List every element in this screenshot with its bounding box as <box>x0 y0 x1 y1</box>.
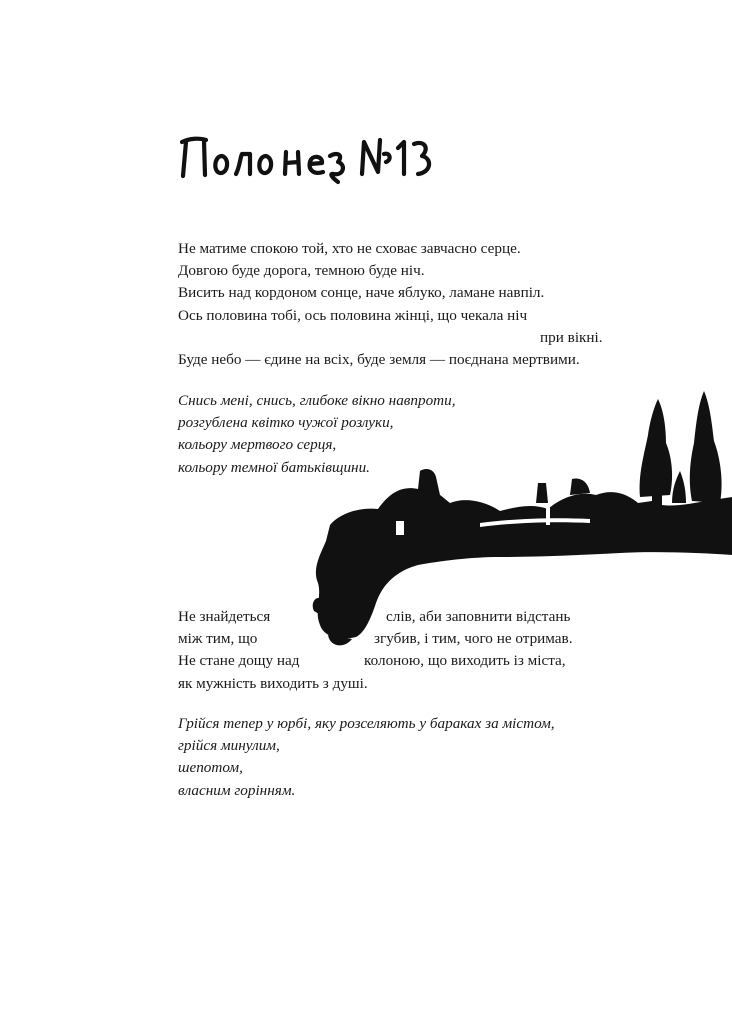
stanza-1-line-2: Довгою буде дорога, темною буде ніч. <box>178 262 425 280</box>
handwritten-title-lettering <box>178 126 438 196</box>
stanza-2-line-4: кольору темної батьківщини. <box>178 458 370 476</box>
stanza-2-line-2: розгублена квітко чужої розлуки, <box>178 414 394 432</box>
ink-skyline-illustration <box>300 385 732 655</box>
stanza-3-line-3-left: Не стане дощу над <box>178 652 300 670</box>
stanza-2-line-1: Снись мені, снись, глибоке вікно навпроти, <box>178 392 456 409</box>
stanza-3-line-1-right: слів, аби заповнити відстань <box>386 608 571 625</box>
poem-title <box>178 126 438 196</box>
stanza-3-line-4 <box>178 673 638 695</box>
stanza-4-line-2: грійся минулим, <box>178 737 280 755</box>
stanza-1-line-6: Буде небо — єдине на всіх, буде земля — поєднана мертвими. <box>178 350 580 368</box>
stanza-1-line-5 <box>178 327 603 349</box>
stanza-4-line-1: Грійся тепер у юрбі, яку розселяють у бараках за містом, <box>178 715 555 732</box>
stanza-1-line-5-text: при вікні. <box>540 328 603 346</box>
stanza-1-line-1: Не матиме спокою той, хто не сховає завчасно серце. <box>178 240 521 257</box>
stanza-2-line-3: кольору мертвого серця, <box>178 436 337 454</box>
stanza-3-line-4-left: як мужність виходить з душі. <box>178 674 368 692</box>
ink-brush-icon <box>300 385 732 655</box>
stanza-1-line-3: Висить над кордоном сонце, наче яблуко, ламане навпіл. <box>178 284 545 302</box>
stanza-4 <box>178 713 555 802</box>
stanza-1-line-4: Ось половина тобі, ось половина жінці, що чекала ніч <box>178 306 528 324</box>
stanza-3-line-2-left: між тим, що <box>178 630 258 648</box>
stanza-1 <box>178 238 603 371</box>
stanza-4-line-3: шепотом, <box>178 759 243 777</box>
stanza-3-line-3-right: колоною, що виходить із міста, <box>364 652 566 670</box>
stanza-3-line-2-right: згубив, і тим, чого не отримав. <box>374 630 573 648</box>
stanza-4-line-4: власним горінням. <box>178 781 296 799</box>
stanza-3-line-1-left: Не знайдеться <box>178 608 271 625</box>
